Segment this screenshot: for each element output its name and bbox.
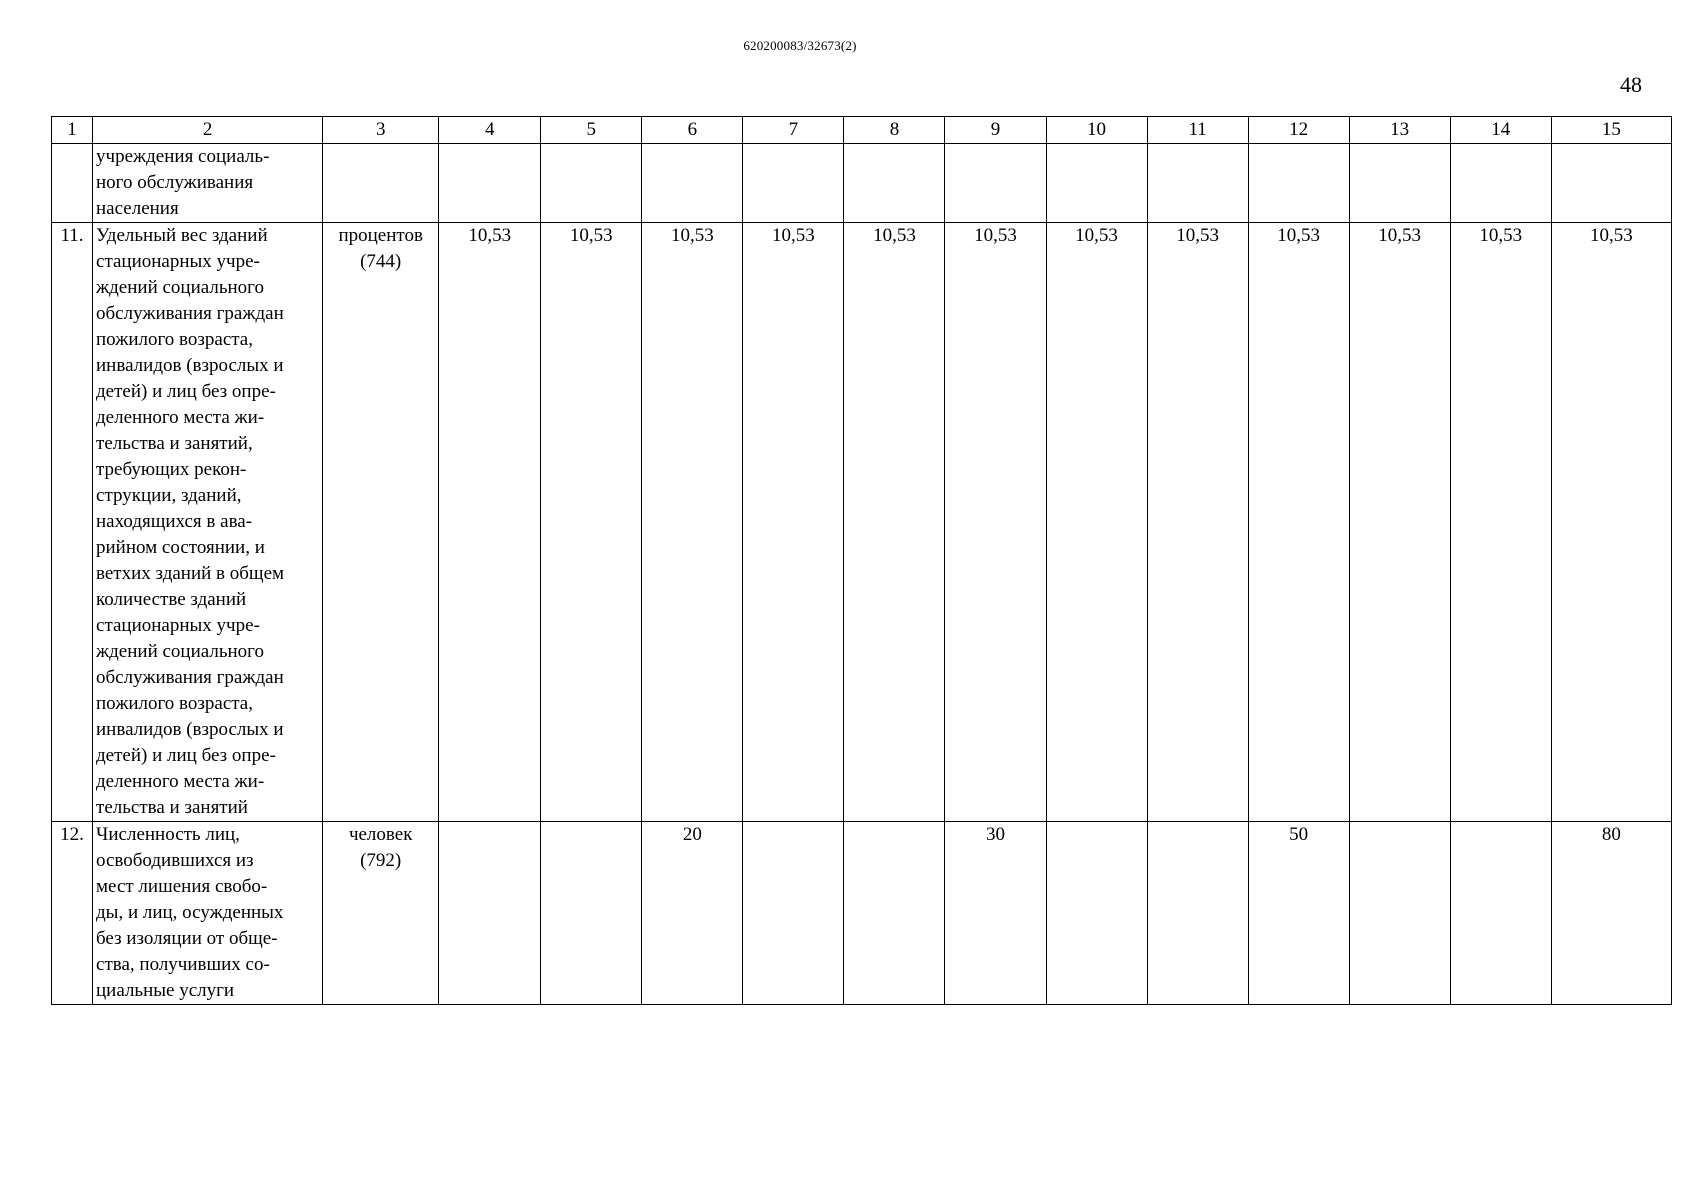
value-cell <box>1147 144 1248 223</box>
column-header: 1 <box>52 117 93 144</box>
value-cell: 10,53 <box>945 223 1046 822</box>
value-cell: 50 <box>1248 822 1349 1005</box>
value-cell <box>1349 144 1450 223</box>
value-cell <box>1450 822 1551 1005</box>
value-cell: 10,53 <box>1450 223 1551 822</box>
column-header: 3 <box>323 117 439 144</box>
unit-cell: человек (792) <box>323 822 439 1005</box>
page-number: 48 <box>1620 72 1642 97</box>
value-cell: 10,53 <box>844 223 945 822</box>
value-cell <box>439 144 541 223</box>
unit-cell <box>323 144 439 223</box>
row-number <box>52 144 93 223</box>
column-header: 12 <box>1248 117 1349 144</box>
value-cell <box>1248 144 1349 223</box>
column-header: 14 <box>1450 117 1551 144</box>
column-header: 6 <box>642 117 743 144</box>
column-header: 8 <box>844 117 945 144</box>
column-header: 5 <box>541 117 642 144</box>
unit-cell: процентов (744) <box>323 223 439 822</box>
table-header-row <box>52 117 1672 144</box>
value-cell <box>743 822 844 1005</box>
value-cell <box>844 144 945 223</box>
value-cell: 10,53 <box>541 223 642 822</box>
value-cell: 10,53 <box>439 223 541 822</box>
value-cell <box>945 144 1046 223</box>
column-header: 11 <box>1147 117 1248 144</box>
value-cell <box>1147 822 1248 1005</box>
indicator-name: Численность лиц, освободившихся из мест лишения свобо- ды, и лиц, осужденных без изоляции от обще- ства, получивших со- циальные услуги <box>93 822 323 1005</box>
document-code: 620200083/32673(2) <box>743 38 857 53</box>
value-cell: 20 <box>642 822 743 1005</box>
value-cell: 10,53 <box>642 223 743 822</box>
table-row <box>52 822 1672 1005</box>
value-cell <box>1450 144 1551 223</box>
column-header: 9 <box>945 117 1046 144</box>
indicator-name: учреждения социаль- ного обслуживания населения <box>93 144 323 223</box>
value-cell <box>1349 822 1450 1005</box>
value-cell <box>743 144 844 223</box>
value-cell: 30 <box>945 822 1046 1005</box>
value-cell <box>1551 144 1671 223</box>
value-cell <box>844 822 945 1005</box>
value-cell <box>541 822 642 1005</box>
indicator-name: Удельный вес зданий стационарных учре- ждений социального обслуживания граждан пожилого возраста, инвалидов (взрослых и детей) и лиц без опре- деленного места жи- тельства и занятий, требующих рекон- струкции, зданий, находящихся в ава- рийном состоянии, и ветхих зданий в общем количестве зданий стационарных учре- ждений социального обслуживания граждан пожилого возраста, инвалидов (взрослых и детей) и лиц без опре- деленного места жи- тельства и занятий <box>93 223 323 822</box>
column-header: 2 <box>93 117 323 144</box>
value-cell <box>541 144 642 223</box>
column-header: 15 <box>1551 117 1671 144</box>
value-cell: 10,53 <box>1349 223 1450 822</box>
value-cell <box>1046 144 1147 223</box>
data-table <box>51 116 1672 1005</box>
row-number: 11. <box>52 223 93 822</box>
column-header: 7 <box>743 117 844 144</box>
column-header: 10 <box>1046 117 1147 144</box>
column-header: 4 <box>439 117 541 144</box>
value-cell: 80 <box>1551 822 1671 1005</box>
value-cell: 10,53 <box>743 223 844 822</box>
table-row <box>52 144 1672 223</box>
value-cell: 10,53 <box>1551 223 1671 822</box>
table-row <box>52 223 1672 822</box>
value-cell: 10,53 <box>1147 223 1248 822</box>
value-cell <box>439 822 541 1005</box>
row-number: 12. <box>52 822 93 1005</box>
value-cell: 10,53 <box>1248 223 1349 822</box>
value-cell <box>642 144 743 223</box>
value-cell <box>1046 822 1147 1005</box>
value-cell: 10,53 <box>1046 223 1147 822</box>
column-header: 13 <box>1349 117 1450 144</box>
